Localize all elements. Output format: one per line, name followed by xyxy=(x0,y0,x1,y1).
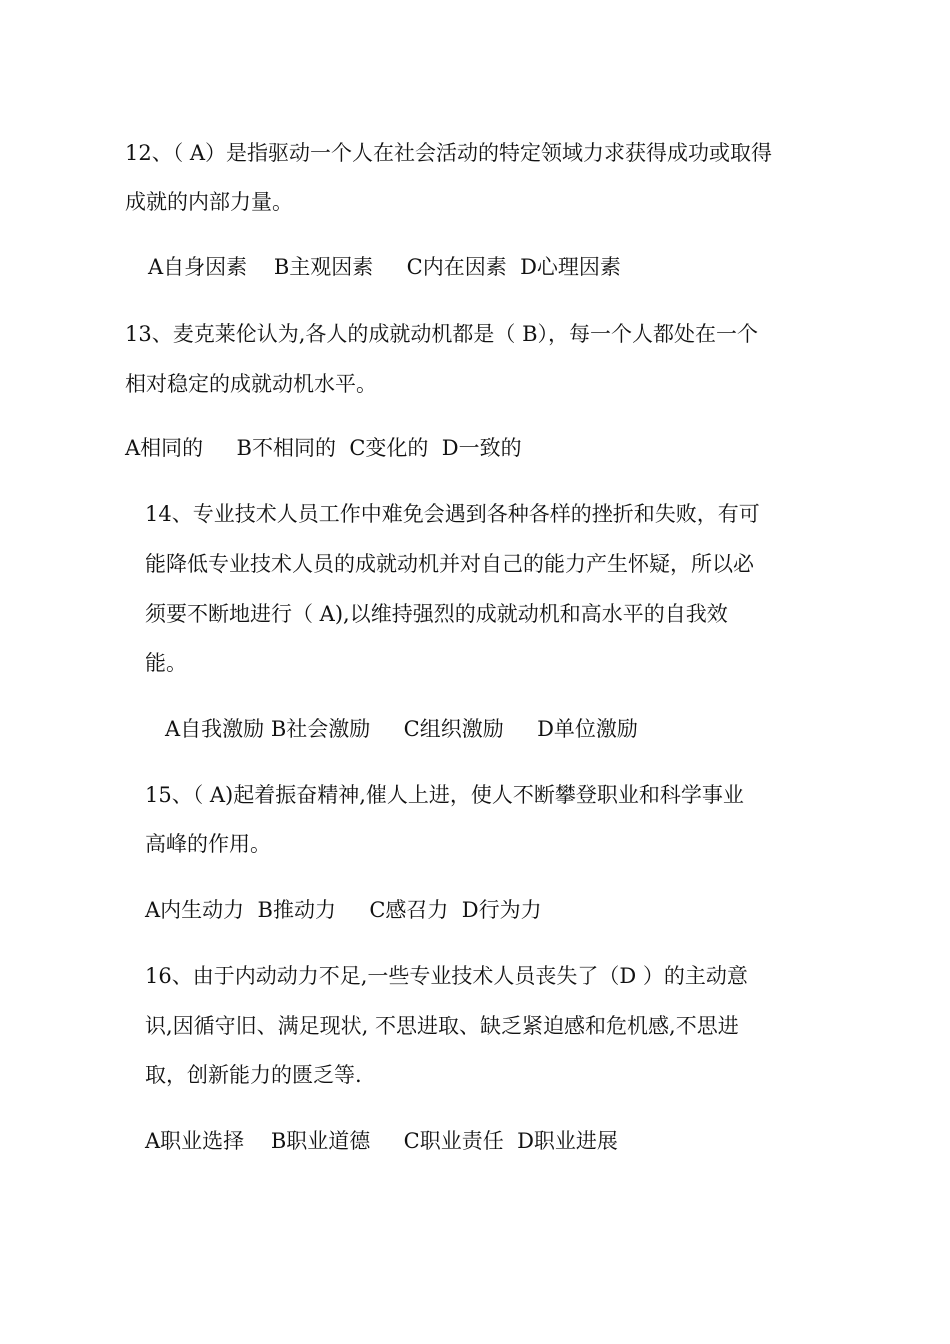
question-12-line-1: 12、（ A）是指驱动一个人在社会活动的特定领域力求获得成功或取得 xyxy=(125,141,773,165)
question-13-line-2: 相对稳定的成就动机水平。 xyxy=(125,372,377,396)
question-13-line-1: 13、麦克莱伦认为,各人的成就动机都是（ B），每一个人都处在一个 xyxy=(125,322,759,346)
question-16-line-1: 16、由于内动动力不足,一些专业技术人员丧失了（D ）的主动意 xyxy=(145,964,748,988)
question-15-options: A内生动力 B推动力 C感召力 D行为力 xyxy=(145,898,542,922)
question-14-line-2: 能降低专业技术人员的成就动机并对自己的能力产生怀疑，所以必 xyxy=(145,552,754,576)
question-16-line-2: 识,因循守旧、满足现状, 不思进取、缺乏紧迫感和危机感,不思进 xyxy=(145,1014,739,1038)
question-14-line-3: 须要不断地进行（ A),以维持强烈的成就动机和高水平的自我效 xyxy=(145,602,728,626)
question-14-line-1: 14、专业技术人员工作中难免会遇到各种各样的挫折和失败，有可 xyxy=(145,502,760,526)
question-12-options: A自身因素 B主观因素 C内在因素 D心理因素 xyxy=(148,255,621,279)
question-16-options: A职业选择 B职业道德 C职业责任 D职业进展 xyxy=(145,1129,618,1153)
question-13-options: A相同的 B不相同的 C变化的 D一致的 xyxy=(125,436,522,460)
question-15-line-2: 高峰的作用。 xyxy=(145,832,271,856)
question-12-line-2: 成就的内部力量。 xyxy=(125,190,293,214)
question-14-line-4: 能。 xyxy=(145,651,187,675)
question-15-line-1: 15、（ A)起着振奋精神,催人上进，使人不断攀登职业和科学事业 xyxy=(145,783,744,807)
question-16-line-3: 取，创新能力的匮乏等. xyxy=(145,1063,362,1087)
question-14-options: A自我激励 B社会激励 C组织激励 D单位激励 xyxy=(165,717,638,741)
